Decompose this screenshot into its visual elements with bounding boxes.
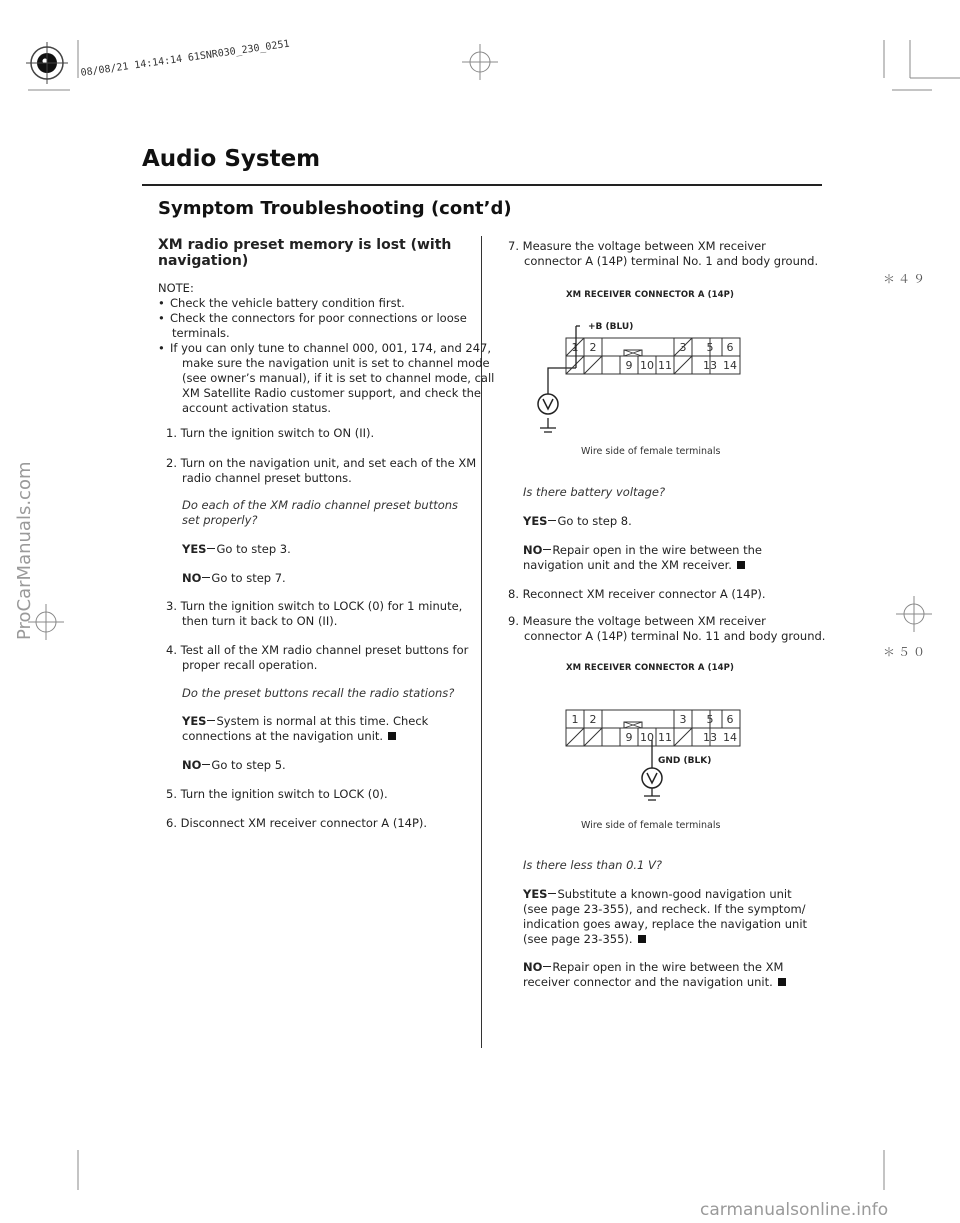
end-mark-icon [737, 561, 745, 569]
pin-label: 10 [640, 359, 654, 372]
note-item: • Check the vehicle battery condition first. [158, 296, 405, 310]
note-item: • Check the connectors for poor connections or loose [158, 311, 467, 325]
page-title: Audio System [142, 146, 321, 172]
watermark-bottom: carmanualsonline.info [700, 1200, 889, 1220]
wire-label-gnd: GND (BLK) [658, 756, 712, 766]
end-mark-icon [388, 732, 396, 740]
question-1: Do each of the XM radio channel preset buttons set properly? [182, 498, 459, 527]
pin-label: 11 [658, 731, 672, 744]
print-stamp: 08/08/21 14:14:14 61SNR030_230_0251 [80, 38, 291, 79]
q3-yes: YES Go to step 8. [523, 514, 632, 528]
connector-diagram-2 [536, 680, 746, 810]
watermark-left: ProCarManuals.com [14, 461, 35, 640]
q2-no: NO Go to step 5. [182, 758, 286, 772]
step-2: 2. Turn on the navigation unit, and set each of the XM radio channel preset buttons. [166, 456, 477, 485]
step-1: 1. Turn the ignition switch to ON (II). [166, 426, 375, 440]
pin-label: 9 [625, 731, 633, 744]
note-label: NOTE: [158, 281, 194, 295]
diagram1-caption: Wire side of female terminals [581, 446, 721, 457]
step-9: 9. Measure the voltage between XM receiver connector A (14P) terminal No. 11 and body ground. [508, 614, 826, 643]
note-item: • If you can only tune to channel 000, 001, 174, and 247, [158, 341, 492, 355]
question-4: Is there less than 0.1 V? [523, 858, 662, 872]
diagram2-caption: Wire side of female terminals [581, 820, 721, 831]
q4-no: NO Repair open in the wire between the XM receiver connector and the navigation unit. [523, 960, 786, 990]
connector-lock-tab [624, 350, 642, 356]
diagram2-title: XM RECEIVER CONNECTOR A (14P) [566, 663, 734, 673]
pin-label: 14 [723, 731, 737, 744]
voltmeter-icon [538, 394, 558, 414]
pin-label: 2 [589, 341, 597, 354]
pin-label: 5 [706, 341, 714, 354]
voltmeter-icon [642, 768, 662, 788]
pin-label: 1 [571, 713, 579, 726]
step-5: 5. Turn the ignition switch to LOCK (0). [166, 787, 388, 801]
step-6: 6. Disconnect XM receiver connector A (14P). [166, 816, 428, 830]
question-3: Is there battery voltage? [523, 485, 666, 499]
note-list: • Check the vehicle battery condition first. • Check the connectors for poor connections or loose terminals. • If you can only tune to channel 000, 001, 174, and 247, make sure the navigation unit is set to channel mode (see owner’s manual), if it is set to channel mode, call XM Satellite Radio customer support, and check the account activation status. [158, 296, 495, 415]
pin-label: 3 [679, 713, 687, 726]
pin-label: 1 [571, 341, 579, 354]
pin-label: 2 [589, 713, 597, 726]
pin-label: 6 [726, 341, 734, 354]
q1-yes: YES Go to step 3. [182, 542, 291, 556]
procedure-heading: XM radio preset memory is lost (with navigation) [158, 237, 452, 269]
diagram1-title: XM RECEIVER CONNECTOR A (14P) [566, 290, 734, 300]
section-subtitle: Symptom Troubleshooting (cont’d) [158, 198, 512, 219]
q4-yes: YES Substitute a known-good navigation unit (see page 23-355), and recheck. If the symptom/ indication goes away, replace the navigation unit (see page 23-355). [523, 887, 808, 946]
connector-lock-tab [624, 722, 642, 728]
side-mark-bottom: ＊５０ [883, 645, 929, 659]
q1-no: NO Go to step 7. [182, 571, 286, 585]
pin-label: 3 [679, 341, 687, 354]
step-4: 4. Test all of the XM radio channel preset buttons for proper recall operation. [166, 643, 469, 672]
connector-diagram-1 [536, 308, 746, 438]
step-8: 8. Reconnect XM receiver connector A (14P). [508, 587, 766, 601]
pin-label: 13 [703, 731, 717, 744]
pin-label: 6 [726, 713, 734, 726]
q2-yes: YES System is normal at this time. Check connections at the navigation unit. [182, 714, 429, 743]
question-2: Do the preset buttons recall the radio stations? [182, 686, 455, 700]
step-3: 3. Turn the ignition switch to LOCK (0) for 1 minute, then turn it back to ON (II). [166, 599, 463, 628]
step-7: 7. Measure the voltage between XM receiver connector A (14P) terminal No. 1 and body ground. [508, 239, 819, 268]
pin-label: 10 [640, 731, 654, 744]
header-rule [142, 184, 822, 186]
end-mark-icon [778, 978, 786, 986]
pin-label: 11 [658, 359, 672, 372]
end-mark-icon [638, 935, 646, 943]
registration-target-icon [26, 42, 68, 84]
wire-label-plus-b: +B (BLU) [588, 322, 634, 332]
pin-label: 9 [625, 359, 633, 372]
pin-label: 14 [723, 359, 737, 372]
side-mark-top: ＊４９ [883, 272, 929, 286]
pin-label: 5 [706, 713, 714, 726]
pin-label: 13 [703, 359, 717, 372]
q3-no: NO Repair open in the wire between the navigation unit and the XM receiver. [523, 543, 762, 572]
